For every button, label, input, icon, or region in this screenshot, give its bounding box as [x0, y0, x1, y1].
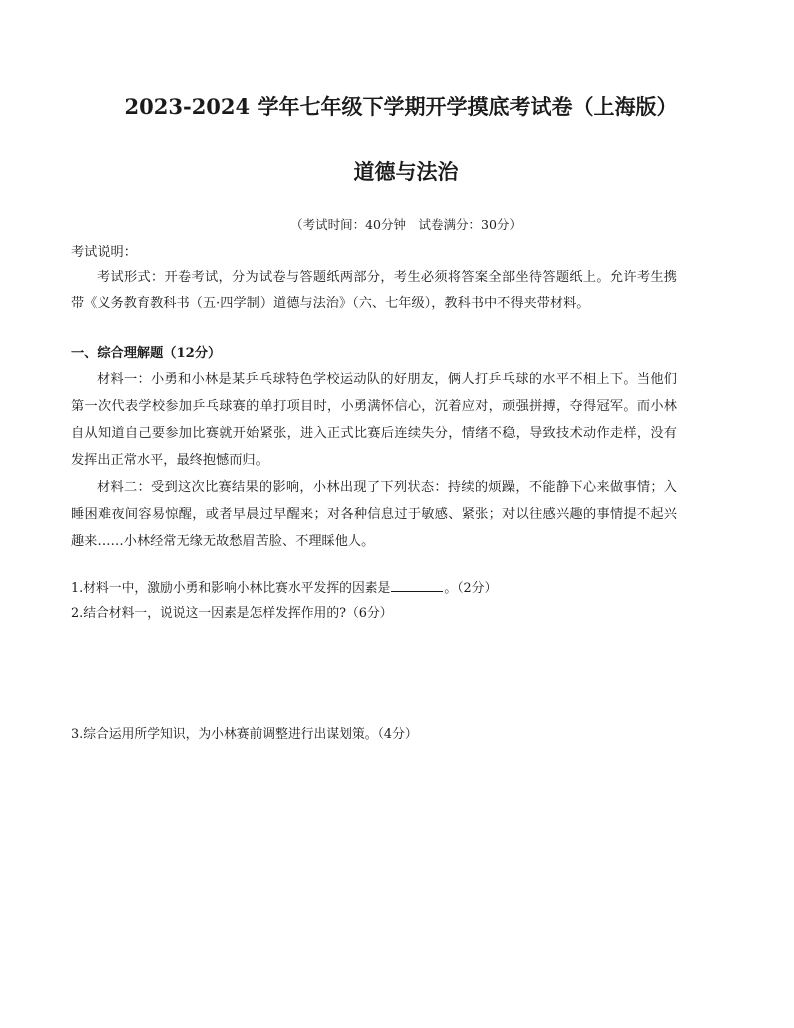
material-one: 材料一：小勇和小林是某乒乓球特色学校运动队的好朋友，俩人打乒乓球的水平不相上下。当他们第一次代表学校参加乒乓球赛的单打项目时，小勇满怀信心，沉着应对，顽强拼搏，夺得冠军。而小林自从知道自己要参加比赛就开始紧张，进入正式比赛后连续失分，情绪不稳，导致技术动作走样，没有发挥出正常水平，最终抱憾而归。 [71, 372, 677, 468]
question-1-text: 1.材料一中，激励小勇和影响小林比赛水平发挥的因素是 [71, 581, 391, 596]
material-two: 材料二：受到这次比赛结果的影响，小林出现了下列状态：持续的烦躁，不能静下心来做事情；入睡困难夜间容易惊醒，或者早晨过早醒来；对各种信息过于敏感、紧张；对以往感兴趣的事情提不起兴趣来……小林经常无缘无故愁眉苦脸、不理睬他人。 [71, 480, 677, 549]
subject-title: 道德与法治 [353, 159, 459, 184]
exam-time-and-score: （考试时间：40分钟 试卷满分：30分） [290, 217, 522, 232]
question-2: 2.结合材料一，说说这一因素是怎样发挥作用的?（6分） [71, 606, 393, 621]
instructions-text: 考试形式：开卷考试，分为试卷与答题纸两部分，考生必须将答案全部坐待答题纸上。允许考生携带《义务教育教科书（五·四学制）道德与法治》（六、七年级），教科书中不得夹带材料。 [71, 270, 677, 311]
question-3: 3.综合运用所学知识，为小林赛前调整进行出谋划策。（4分） [71, 727, 418, 742]
exam-title: 2023-2024 学年七年级下学期开学摸底考试卷（上海版） [124, 94, 678, 119]
answer-blank [391, 579, 443, 592]
question-1-score: 。（2分） [444, 581, 498, 596]
instructions-label: 考试说明： [71, 245, 137, 260]
question-1 [71, 576, 677, 602]
section-heading: 一、综合理解题（12分） [71, 346, 222, 361]
